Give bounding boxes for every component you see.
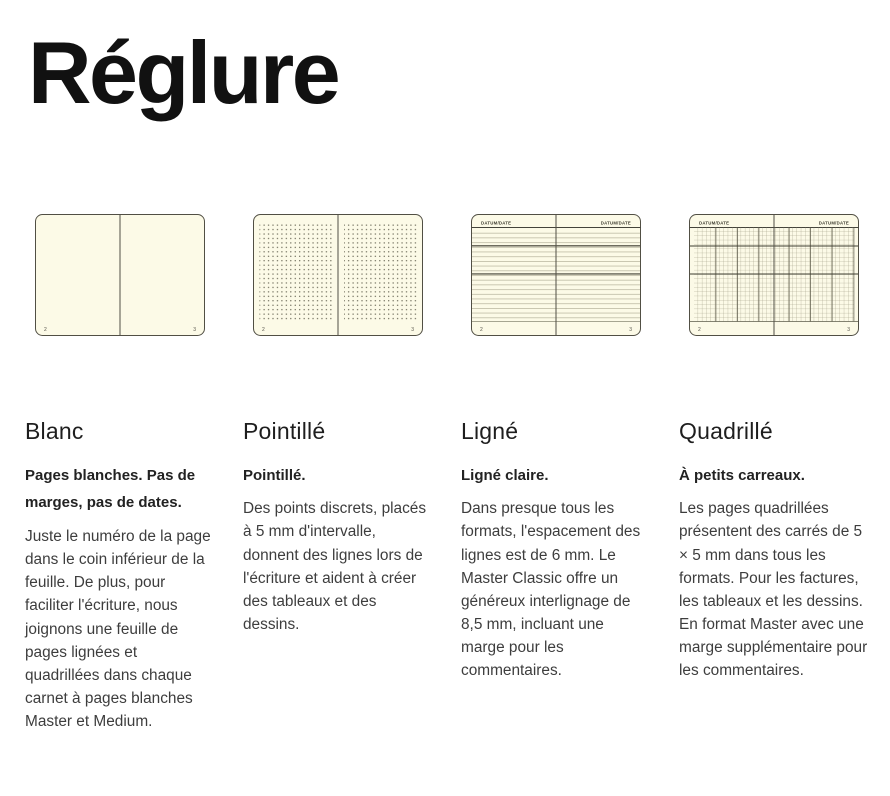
page-number-right: 3	[193, 326, 196, 333]
ruling-heading-ligne: Ligné	[461, 417, 519, 444]
grid-pages-image	[689, 214, 859, 336]
ruling-subheading-blanc: Pages blanches. Pas de marges, pas de dates.	[25, 466, 196, 512]
column-quadrille	[679, 214, 869, 733]
datum-date-label-right: DATUM/DATE	[600, 220, 631, 226]
page-number-right: 3	[629, 326, 632, 333]
ruling-description-blanc: Juste le numéro de la page dans le coin inférieur de la feuille. De plus, pour faciliter l'écriture, nous joignons une feuille de pages lignées et quadrillées dans chaque carnet à pages blanches Master et Medium.	[25, 528, 211, 730]
dotted-pages-image	[253, 214, 423, 336]
dot-grid-left-page	[260, 223, 333, 319]
datum-date-label-left: DATUM/DATE	[699, 220, 730, 226]
ruling-subheading-ligne: Ligné claire.	[461, 466, 549, 484]
page-number-left: 2	[480, 326, 483, 333]
notebook-spread-blanc	[25, 214, 215, 336]
ruling-grid	[25, 214, 869, 733]
page-number-left: 2	[262, 326, 265, 333]
dot-grid-right-page	[344, 223, 417, 319]
column-blanc	[25, 214, 215, 733]
page	[0, 20, 890, 733]
page-number-right: 3	[411, 326, 414, 333]
ruling-heading-quadrille: Quadrillé	[679, 417, 773, 444]
page-number-left: 2	[698, 326, 701, 333]
page-number-left: 2	[44, 326, 47, 333]
page-title: Réglure	[28, 23, 339, 122]
ruling-heading-blanc: Blanc	[25, 417, 84, 444]
lined-pages-image	[471, 214, 641, 336]
notebook-spread-pointille	[243, 214, 433, 336]
ruling-heading-pointille: Pointillé	[243, 417, 326, 444]
page-number-right: 3	[847, 326, 850, 333]
ruling-description-quadrille: Les pages quadrillées présentent des carrés de 5 × 5 mm dans tous les formats. Pour les factures, les tableaux et les dessins. En format Master avec une marge supplémentaire pour les commentaires.	[679, 500, 868, 680]
notebook-spread-ligne	[461, 214, 651, 336]
ruling-description-pointille: Des points discrets, placés à 5 mm d'intervalle, donnent des lignes lors de l'écriture et aident à créer des tableaux et des dessins.	[243, 500, 427, 633]
ruling-subheading-quadrille: À petits carreaux.	[679, 466, 805, 484]
notebook-spread-quadrille	[679, 214, 869, 336]
blank-pages-image	[35, 214, 205, 336]
column-ligne	[461, 214, 651, 733]
column-pointille	[243, 214, 433, 733]
ruling-subheading-pointille: Pointillé.	[243, 466, 306, 484]
ruling-description-ligne: Dans presque tous les formats, l'espacement des lignes est de 6 mm. Le Master Classic offre un généreux interlignage de 8,5 mm, incluant une marge pour les commentaires.	[461, 500, 641, 680]
datum-date-label-left: DATUM/DATE	[481, 220, 512, 226]
datum-date-label-right: DATUM/DATE	[818, 220, 849, 226]
